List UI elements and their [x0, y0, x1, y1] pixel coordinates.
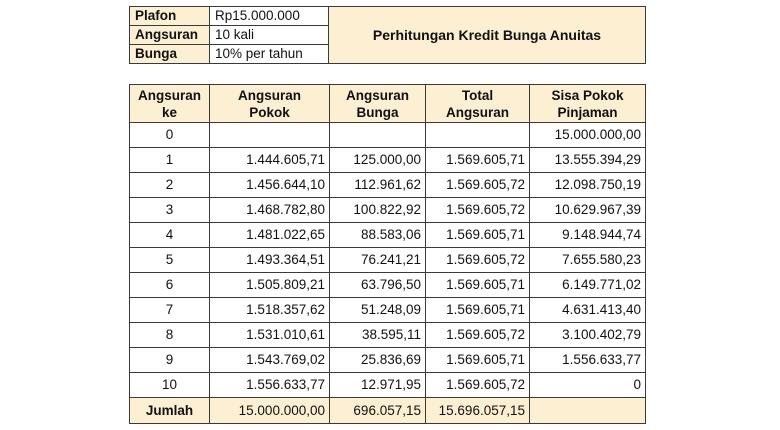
- table-row: [130, 323, 646, 348]
- total-installment-cell: 1.569.605,71: [426, 148, 530, 173]
- table-header-row: [130, 85, 646, 123]
- installment-number: 5: [130, 248, 210, 273]
- interest-cell: 88.583,06: [330, 223, 426, 248]
- plafon-value: Rp15.000.000: [210, 7, 329, 26]
- loan-info-table: [129, 6, 646, 64]
- total-label: Jumlah: [130, 398, 210, 424]
- info-row-plafon: [130, 7, 646, 26]
- principal-cell: 1.531.010,61: [210, 323, 330, 348]
- principal-cell: 1.493.364,51: [210, 248, 330, 273]
- table-row: [130, 223, 646, 248]
- total-installment-cell: 1.569.605,71: [426, 273, 530, 298]
- principal-cell: 1.444.605,71: [210, 148, 330, 173]
- table-row: [130, 348, 646, 373]
- total-installment-cell: 1.569.605,72: [426, 323, 530, 348]
- principal-cell: 1.518.357,62: [210, 298, 330, 323]
- total-installment-cell: 1.569.605,71: [426, 348, 530, 373]
- interest-cell: 112.961,62: [330, 173, 426, 198]
- principal-cell: 1.468.782,80: [210, 198, 330, 223]
- principal-cell: 1.481.022,65: [210, 223, 330, 248]
- table-row: [130, 373, 646, 398]
- interest-cell: 38.595,11: [330, 323, 426, 348]
- col-header-no: Angsuran ke: [130, 85, 210, 123]
- interest-cell: 12.971,95: [330, 373, 426, 398]
- table-row: [130, 123, 646, 148]
- total-installment-cell: 1.569.605,72: [426, 173, 530, 198]
- total-installment-cell: [426, 123, 530, 148]
- table-row: [130, 248, 646, 273]
- col-header-total: Total Angsuran: [426, 85, 530, 123]
- remaining-principal-cell: 10.629.967,39: [530, 198, 646, 223]
- total-pokok: 15.000.000,00: [210, 398, 330, 424]
- remaining-principal-cell: 6.149.771,02: [530, 273, 646, 298]
- total-sisa: [530, 398, 646, 424]
- remaining-principal-cell: 3.100.402,79: [530, 323, 646, 348]
- table-row: [130, 273, 646, 298]
- sheet-title: Perhitungan Kredit Bunga Anuitas: [329, 7, 646, 64]
- installment-number: 6: [130, 273, 210, 298]
- principal-cell: 1.556.633,77: [210, 373, 330, 398]
- total-bunga: 696.057,15: [330, 398, 426, 424]
- total-row: [130, 398, 646, 424]
- installment-number: 3: [130, 198, 210, 223]
- installment-number: 8: [130, 323, 210, 348]
- installment-number: 4: [130, 223, 210, 248]
- total-installment-cell: 1.569.605,71: [426, 223, 530, 248]
- angsuran-value: 10 kali: [210, 26, 329, 45]
- total-angsuran: 15.696.057,15: [426, 398, 530, 424]
- total-installment-cell: 1.569.605,72: [426, 373, 530, 398]
- amortization-table: [129, 84, 646, 424]
- interest-cell: 100.822,92: [330, 198, 426, 223]
- table-row: [130, 198, 646, 223]
- remaining-principal-cell: 1.556.633,77: [530, 348, 646, 373]
- installment-number: 7: [130, 298, 210, 323]
- remaining-principal-cell: 12.098.750,19: [530, 173, 646, 198]
- interest-cell: 76.241,21: [330, 248, 426, 273]
- principal-cell: 1.456.644,10: [210, 173, 330, 198]
- interest-cell: 125.000,00: [330, 148, 426, 173]
- interest-cell: 25.836,69: [330, 348, 426, 373]
- remaining-principal-cell: 7.655.580,23: [530, 248, 646, 273]
- principal-cell: 1.543.769,02: [210, 348, 330, 373]
- col-header-pokok: Angsuran Pokok: [210, 85, 330, 123]
- remaining-principal-cell: 13.555.394,29: [530, 148, 646, 173]
- remaining-principal-cell: 0: [530, 373, 646, 398]
- total-installment-cell: 1.569.605,71: [426, 298, 530, 323]
- installment-number: 9: [130, 348, 210, 373]
- interest-cell: 63.796,50: [330, 273, 426, 298]
- table-row: [130, 173, 646, 198]
- remaining-principal-cell: 15.000.000,00: [530, 123, 646, 148]
- installment-number: 0: [130, 123, 210, 148]
- table-row: [130, 148, 646, 173]
- total-installment-cell: 1.569.605,72: [426, 248, 530, 273]
- remaining-principal-cell: 4.631.413,40: [530, 298, 646, 323]
- interest-cell: 51.248,09: [330, 298, 426, 323]
- col-header-sisa: Sisa Pokok Pinjaman: [530, 85, 646, 123]
- principal-cell: [210, 123, 330, 148]
- installment-number: 10: [130, 373, 210, 398]
- interest-cell: [330, 123, 426, 148]
- bunga-value: 10% per tahun: [210, 45, 329, 64]
- principal-cell: 1.505.809,21: [210, 273, 330, 298]
- installment-number: 2: [130, 173, 210, 198]
- bunga-label: Bunga: [130, 45, 210, 64]
- remaining-principal-cell: 9.148.944,74: [530, 223, 646, 248]
- installment-number: 1: [130, 148, 210, 173]
- plafon-label: Plafon: [130, 7, 210, 26]
- total-installment-cell: 1.569.605,72: [426, 198, 530, 223]
- table-row: [130, 298, 646, 323]
- angsuran-label: Angsuran: [130, 26, 210, 45]
- col-header-bunga: Angsuran Bunga: [330, 85, 426, 123]
